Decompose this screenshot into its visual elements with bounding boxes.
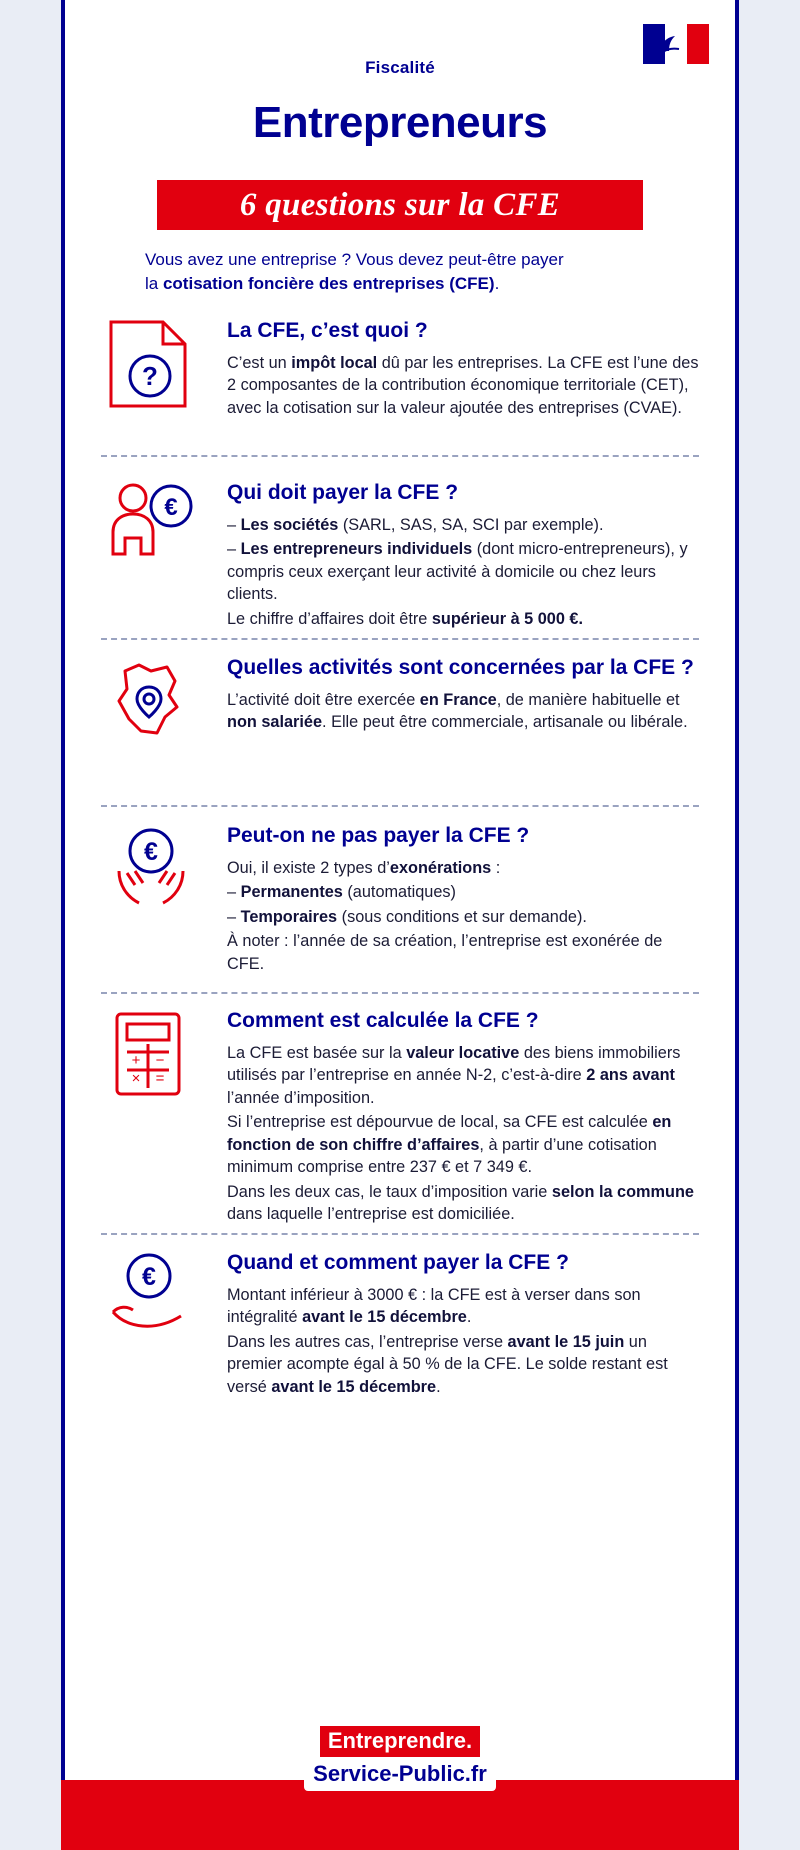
divider-2 xyxy=(101,638,699,640)
section-3-title: Quelles activités sont concernées par la CFE ? xyxy=(227,656,694,679)
section-5-body xyxy=(227,1008,699,1225)
paragraph: C’est un impôt local dû par les entreprises. La CFE est l’une des 2 composantes de la contribution économique territoriale (CET), avec la cotisation sur la valeur ajoutée des entreprises (CVAE). xyxy=(227,353,699,417)
section-2-title: Qui doit payer la CFE ? xyxy=(227,481,459,504)
svg-text:€: € xyxy=(142,1263,156,1291)
logo-line-2: Service-Public.fr xyxy=(305,1759,495,1790)
svg-text:=: = xyxy=(155,1070,165,1087)
intro-line-2-prefix: la xyxy=(145,274,163,294)
paragraph: – Temporaires (sous conditions et sur demande). xyxy=(227,907,587,926)
hands-euro-icon xyxy=(105,823,201,919)
logo-line-1: Entreprendre. xyxy=(320,1726,480,1757)
paragraph: L’activité doit être exercée en France, de manière habituelle et non salariée. Elle peut être commerciale, artisanale ou libérale. xyxy=(227,690,688,732)
divider-5 xyxy=(101,1233,699,1235)
section-4-body xyxy=(227,823,699,975)
paragraph: – Permanentes (automatiques) xyxy=(227,883,456,902)
divider-3 xyxy=(101,805,699,807)
svg-text:?: ? xyxy=(142,361,158,391)
divider-4 xyxy=(101,992,699,994)
person-euro-icon xyxy=(105,480,201,576)
paragraph: La CFE est basée sur la valeur locative des biens immobiliers utilisés par l’entreprise en année N-2, c’est-à-dire 2 ans avant l’année d’imposition. xyxy=(227,1043,681,1107)
svg-text:€: € xyxy=(164,494,178,521)
hand-euro-icon xyxy=(105,1250,201,1346)
marianne-icon xyxy=(655,31,685,57)
section-5-title: Comment est calculée la CFE ? xyxy=(227,1009,539,1032)
section-1-body xyxy=(227,318,699,419)
divider-1 xyxy=(101,455,699,457)
section-6-text xyxy=(227,1284,699,1398)
paragraph: Oui, il existe 2 types d’exonérations : xyxy=(227,858,501,877)
paragraph: Dans les deux cas, le taux d’imposition varie selon la commune dans laquelle l’entreprise est domiciliée. xyxy=(227,1182,694,1223)
section-6-title: Quand et comment payer la CFE ? xyxy=(227,1251,569,1274)
section-5-text xyxy=(227,1042,699,1226)
intro-paragraph xyxy=(145,248,665,296)
france-map-pin-icon xyxy=(105,655,201,751)
svg-text:+: + xyxy=(131,1052,141,1069)
paragraph: Dans les autres cas, l’entreprise verse avant le 15 juin un premier acompte égal à 50 % de la CFE. Le solde restant est versé avant le 15 décembre. xyxy=(227,1332,668,1396)
paragraph: À noter : l’année de sa création, l’entreprise est exonérée de CFE. xyxy=(227,932,663,973)
svg-text:×: × xyxy=(131,1070,141,1087)
section-2-text xyxy=(227,514,699,630)
service-public-logo[interactable] xyxy=(285,1726,515,1792)
intro-line-2-suffix: . xyxy=(494,274,500,294)
section-3-text xyxy=(227,689,699,734)
left-blue-rail xyxy=(61,0,65,1850)
document-question-icon xyxy=(105,318,201,414)
section-1-text xyxy=(227,352,699,419)
svg-text:€: € xyxy=(144,838,158,866)
paragraph: – Les entrepreneurs individuels (dont micro-entrepreneurs), y compris ceux exerçant leur activité à domicile ou chez leurs clients. xyxy=(227,540,688,604)
calculator-icon xyxy=(105,1008,201,1104)
paragraph: Le chiffre d’affaires doit être supérieur à 5 000 €. xyxy=(227,609,583,628)
paragraph: Si l’entreprise est dépourvue de local, sa CFE est calculée en fonction de son chiffre d’affaires, à partir d’une cotisation minimum comprise entre 237 € et 7 349 €. xyxy=(227,1113,672,1177)
paragraph: Montant inférieur à 3000 € : la CFE est à verser dans son intégralité avant le 15 décembre. xyxy=(227,1285,641,1327)
page-title: Entrepreneurs xyxy=(252,98,548,147)
section-1-title: La CFE, c’est quoi ? xyxy=(227,319,428,342)
section-2-body xyxy=(227,480,699,630)
section-6-body xyxy=(227,1250,699,1398)
section-4-title: Peut-on ne pas payer la CFE ? xyxy=(227,824,530,847)
intro-line-1: Vous avez une entreprise ? Vous devez peut-être payer xyxy=(145,250,564,269)
section-4-text xyxy=(227,857,699,975)
kicker-label: Fiscalité xyxy=(365,58,435,77)
infographic-page xyxy=(61,0,739,1850)
right-blue-rail xyxy=(735,0,739,1850)
section-3-body xyxy=(227,655,699,734)
svg-text:−: − xyxy=(155,1052,165,1069)
subtitle-text: 6 questions sur la CFE xyxy=(239,186,561,223)
paragraph: – Les sociétés (SARL, SAS, SA, SCI par exemple). xyxy=(227,515,604,534)
subtitle-banner xyxy=(157,180,643,230)
intro-line-2-bold: cotisation foncière des entreprises (CFE) xyxy=(162,274,495,294)
